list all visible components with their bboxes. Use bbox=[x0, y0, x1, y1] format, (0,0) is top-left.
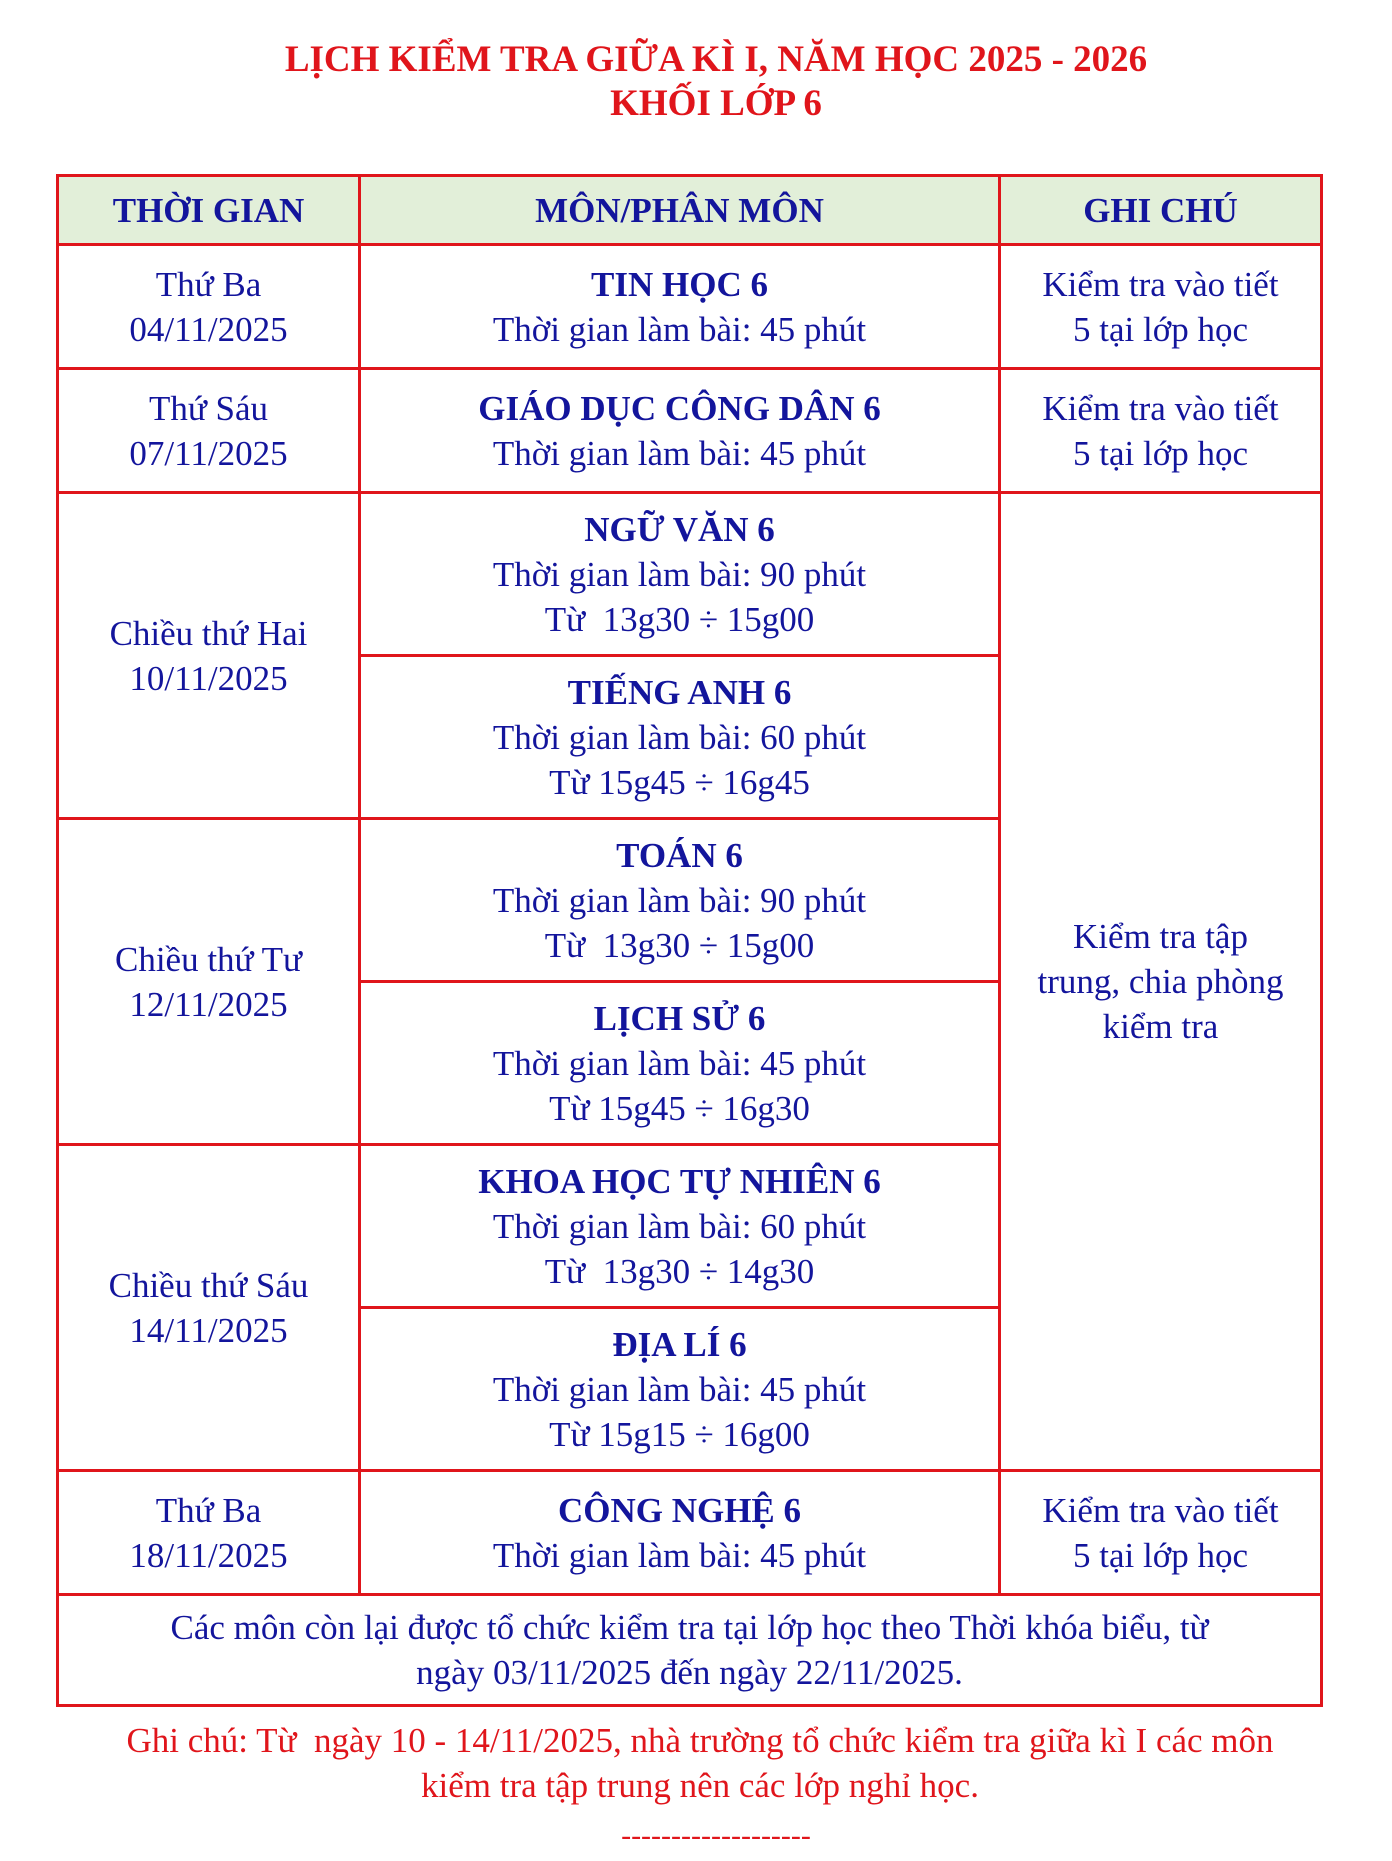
subject-time: Từ 15g45 ÷ 16g45 bbox=[549, 762, 810, 802]
central-note-line: kiểm tra bbox=[1102, 1007, 1219, 1046]
date-label: 10/11/2025 bbox=[129, 658, 288, 698]
subject-cell bbox=[360, 982, 1000, 1145]
subject-time: Từ 15g45 ÷ 16g30 bbox=[549, 1088, 810, 1128]
subject-cell bbox=[360, 245, 1000, 369]
title-line-2: KHỐI LỚP 6 bbox=[610, 83, 822, 124]
day-label: Chiều thứ Sáu bbox=[108, 1265, 309, 1305]
time-cell bbox=[58, 1145, 360, 1471]
subject-duration: Thời gian làm bài: 45 phút bbox=[492, 1043, 867, 1083]
subject-cell bbox=[360, 493, 1000, 656]
note-line: Kiểm tra vào tiết bbox=[1042, 388, 1279, 428]
subject-name: GIÁO DỤC CÔNG DÂN 6 bbox=[478, 388, 881, 428]
remaining-subjects-cell bbox=[58, 1595, 1322, 1706]
subject-duration: Thời gian làm bài: 45 phút bbox=[492, 433, 867, 473]
header-row bbox=[58, 176, 1322, 245]
header-subject: MÔN/PHÂN MÔN bbox=[360, 176, 1000, 245]
central-note-line: Kiểm tra tập bbox=[1073, 917, 1248, 956]
table-row bbox=[58, 493, 1322, 656]
note-cell bbox=[1000, 369, 1322, 493]
subject-duration: Thời gian làm bài: 45 phút bbox=[492, 1369, 867, 1409]
subject-cell bbox=[360, 369, 1000, 493]
day-label: Thứ Ba bbox=[155, 1490, 262, 1530]
subject-cell bbox=[360, 656, 1000, 819]
document-title bbox=[0, 38, 1392, 126]
time-cell bbox=[58, 1471, 360, 1595]
day-label: Thứ Ba bbox=[155, 264, 262, 304]
separator-line: ------------------- bbox=[621, 1819, 811, 1852]
footnote-line-2: kiểm tra tập trung nên các lớp nghỉ học. bbox=[421, 1766, 979, 1805]
subject-cell bbox=[360, 1308, 1000, 1471]
time-cell bbox=[58, 819, 360, 1145]
subject-duration: Thời gian làm bài: 45 phút bbox=[492, 309, 867, 349]
note-cell bbox=[1000, 1471, 1322, 1595]
subject-duration: Thời gian làm bài: 60 phút bbox=[492, 1206, 867, 1246]
date-label: 18/11/2025 bbox=[129, 1535, 288, 1575]
date-label: 07/11/2025 bbox=[129, 433, 288, 473]
subject-name: KHOA HỌC TỰ NHIÊN 6 bbox=[478, 1161, 881, 1201]
subject-time: Từ 13g30 ÷ 15g00 bbox=[544, 599, 815, 639]
table-row bbox=[58, 369, 1322, 493]
note-cell bbox=[1000, 245, 1322, 369]
title-line-1: LỊCH KIỂM TRA GIỮA KÌ I, NĂM HỌC 2025 - 2026 bbox=[284, 39, 1148, 80]
subject-cell bbox=[360, 1145, 1000, 1308]
footnote-line-1: Ghi chú: Từ ngày 10 - 14/11/2025, nhà trường tổ chức kiểm tra giữa kì I các môn bbox=[126, 1721, 1274, 1760]
remaining-note-line: Các môn còn lại được tổ chức kiểm tra tại lớp học theo Thời khóa biểu, từ bbox=[170, 1608, 1209, 1647]
subject-duration: Thời gian làm bài: 45 phút bbox=[492, 1535, 867, 1575]
table-row bbox=[58, 245, 1322, 369]
time-cell bbox=[58, 245, 360, 369]
remaining-subjects-row bbox=[58, 1595, 1322, 1706]
central-note-cell bbox=[1000, 493, 1322, 1471]
subject-name: CÔNG NGHỆ 6 bbox=[557, 1490, 802, 1530]
subject-name: TIẾNG ANH 6 bbox=[567, 672, 792, 712]
subject-name: TOÁN 6 bbox=[616, 835, 743, 875]
subject-name: TIN HỌC 6 bbox=[591, 264, 768, 304]
time-cell bbox=[58, 369, 360, 493]
time-cell bbox=[58, 493, 360, 819]
day-label: Chiều thứ Tư bbox=[114, 939, 302, 979]
header-note: GHI CHÚ bbox=[1000, 176, 1322, 245]
central-note-line: trung, chia phòng bbox=[1037, 962, 1284, 1001]
header-time: THỜI GIAN bbox=[58, 176, 360, 245]
subject-cell bbox=[360, 1471, 1000, 1595]
table-row bbox=[58, 1471, 1322, 1595]
date-label: 04/11/2025 bbox=[129, 309, 288, 349]
subject-name: LỊCH SỬ 6 bbox=[593, 998, 766, 1038]
exam-schedule-table bbox=[56, 174, 1323, 1707]
subject-time: Từ 13g30 ÷ 15g00 bbox=[544, 925, 815, 965]
subject-time: Từ 15g15 ÷ 16g00 bbox=[549, 1414, 810, 1454]
subject-name: NGỮ VĂN 6 bbox=[584, 509, 775, 549]
subject-time: Từ 13g30 ÷ 14g30 bbox=[544, 1251, 815, 1291]
remaining-note-line: ngày 03/11/2025 đến ngày 22/11/2025. bbox=[416, 1653, 963, 1692]
note-line: Kiểm tra vào tiết bbox=[1042, 264, 1279, 304]
note-line: Kiểm tra vào tiết bbox=[1042, 1490, 1279, 1530]
subject-name: ĐỊA LÍ 6 bbox=[612, 1324, 747, 1364]
subject-duration: Thời gian làm bài: 90 phút bbox=[492, 554, 867, 594]
subject-cell bbox=[360, 819, 1000, 982]
day-label: Chiều thứ Hai bbox=[109, 613, 308, 653]
day-label: Thứ Sáu bbox=[148, 388, 269, 428]
subject-duration: Thời gian làm bài: 60 phút bbox=[492, 717, 867, 757]
subject-duration: Thời gian làm bài: 90 phút bbox=[492, 880, 867, 920]
note-line: 5 tại lớp học bbox=[1073, 309, 1248, 349]
note-line: 5 tại lớp học bbox=[1073, 1535, 1248, 1575]
date-label: 12/11/2025 bbox=[129, 984, 288, 1024]
footnote bbox=[40, 1718, 1360, 1808]
note-line: 5 tại lớp học bbox=[1073, 433, 1248, 473]
date-label: 14/11/2025 bbox=[129, 1310, 288, 1350]
